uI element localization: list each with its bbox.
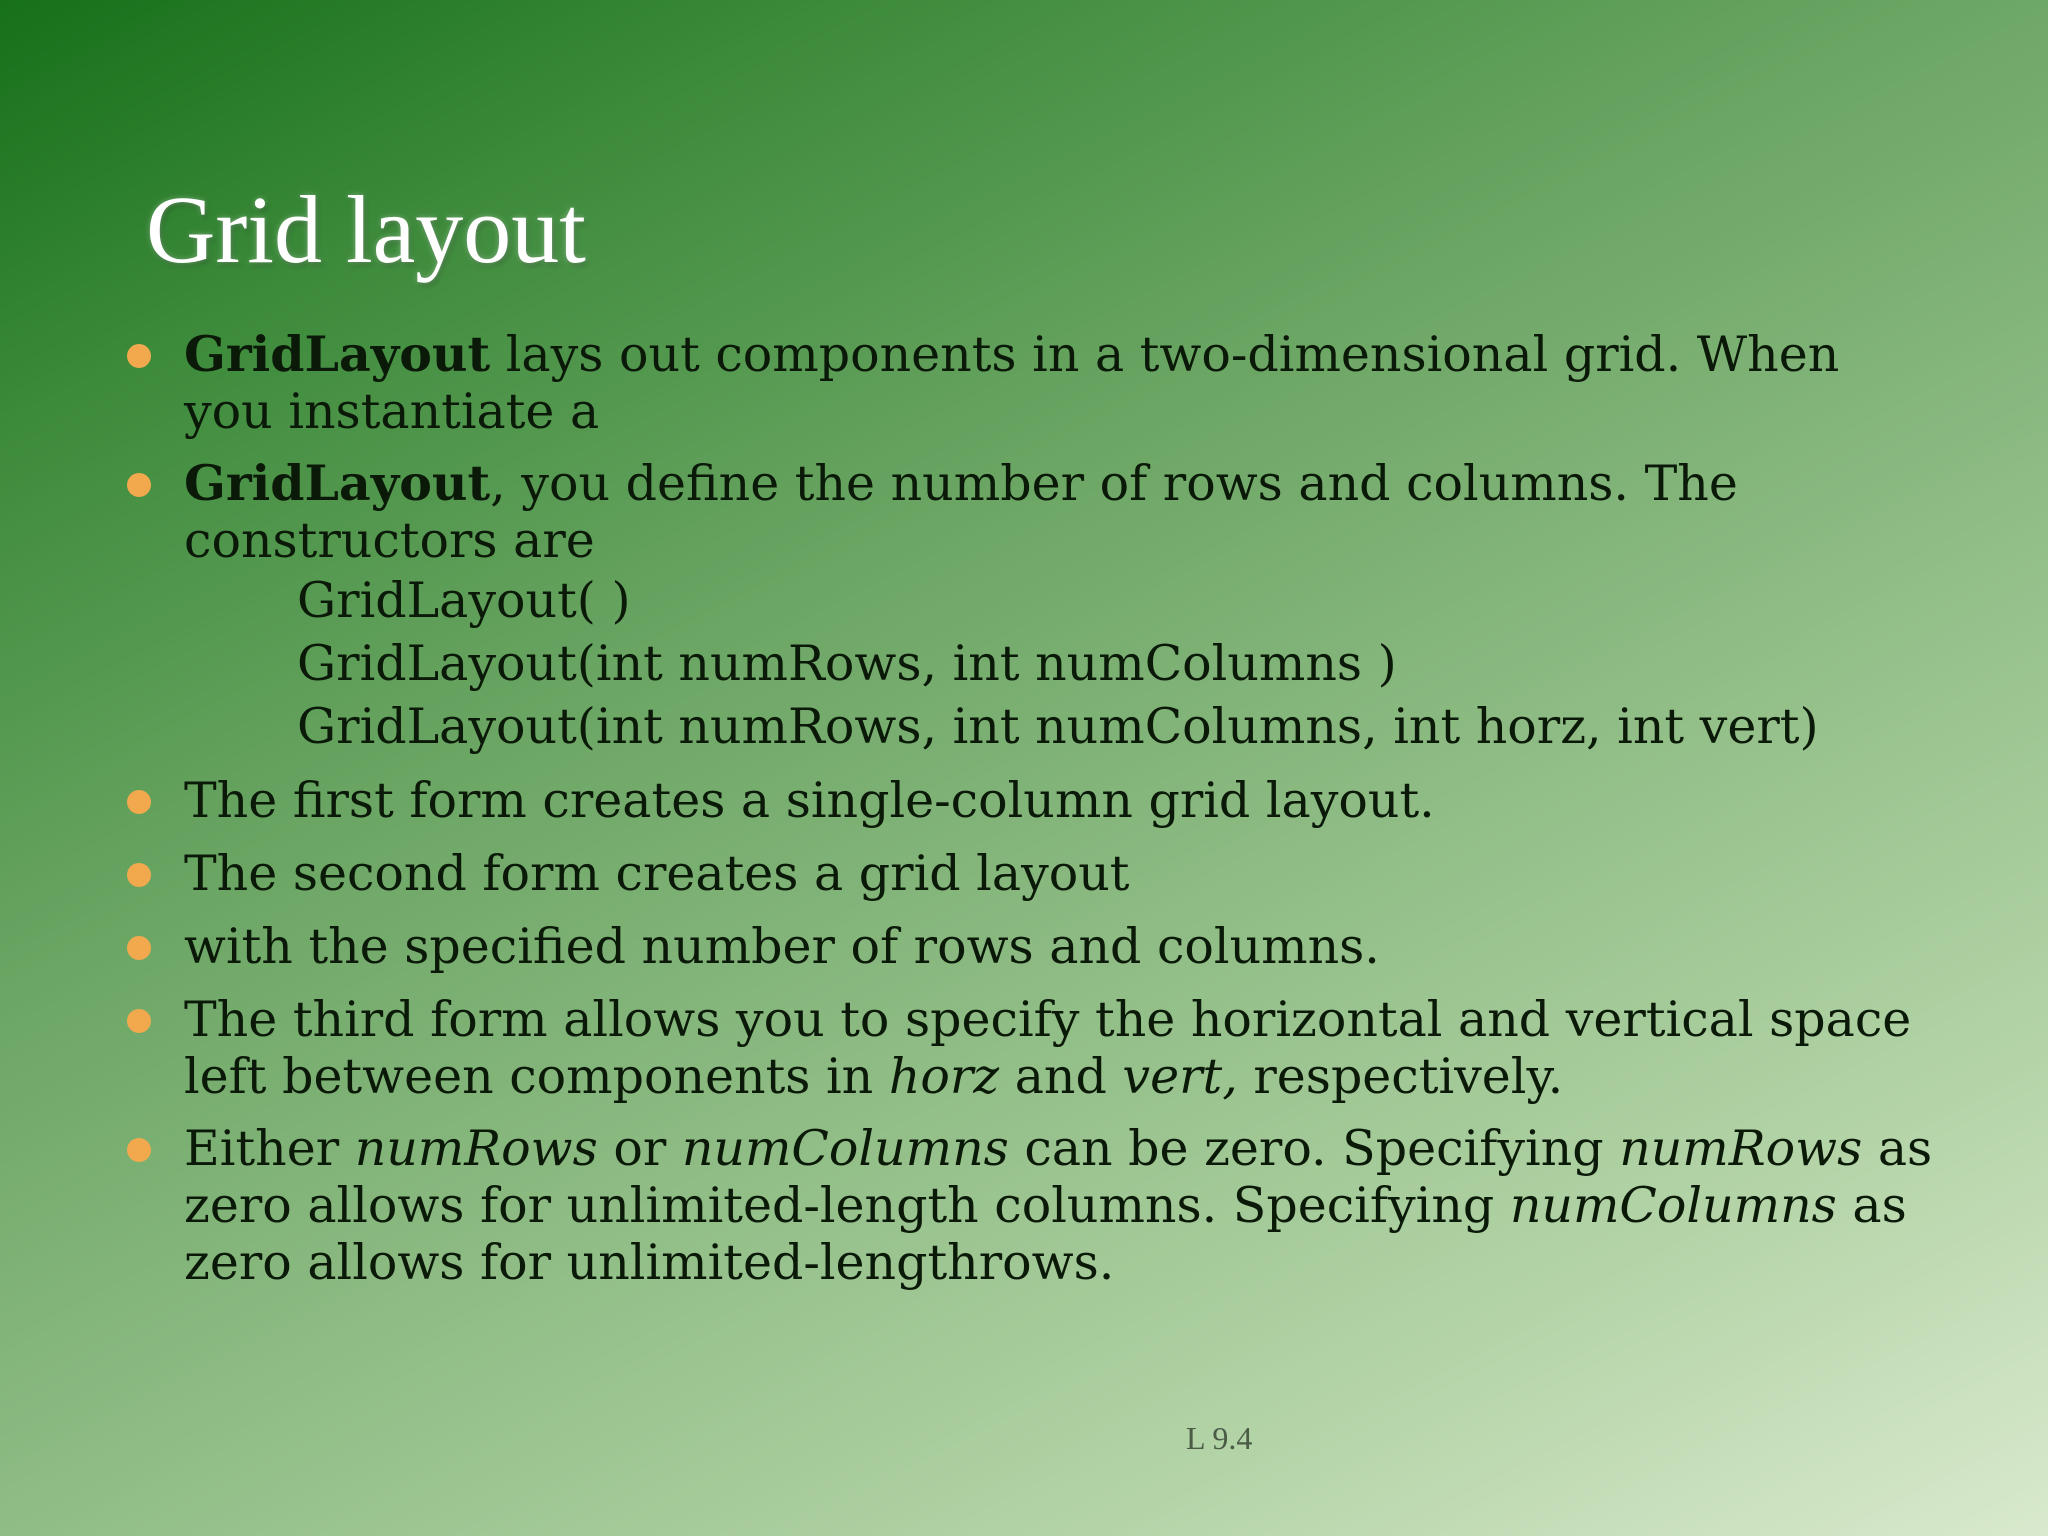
bullet-item-7	[184, 1120, 2014, 1291]
constructor-line: GridLayout(int numRows, int numColumns )	[297, 635, 1397, 692]
bullet-line: The third form allows you to specify the horizontal and vertical space	[184, 991, 1912, 1048]
italic-term: vert,	[1122, 1048, 1238, 1105]
bullet-line: The second form creates a grid layout	[184, 845, 1130, 902]
italic-term: numColumns	[1509, 1177, 1837, 1234]
bullet-text: and	[999, 1048, 1123, 1105]
bullet-item-6	[184, 991, 2014, 1105]
bullet-line	[184, 1120, 2014, 1177]
bullet-line: with the specified number of rows and columns.	[184, 918, 1380, 975]
bullet-line: you instantiate a	[184, 383, 600, 440]
class-name: GridLayout	[184, 325, 491, 383]
bullet-text: zero allows for unlimited-length columns. Specifying	[184, 1177, 1510, 1234]
bullet-line: The first form creates a single-column grid layout.	[184, 772, 1435, 829]
bullet-dot-icon	[127, 1009, 151, 1033]
bullet-text: left between components in	[184, 1048, 889, 1105]
bullet-text: as	[1862, 1120, 1933, 1177]
bullet-text: can be zero. Specifying	[1008, 1120, 1620, 1177]
bullet-line	[184, 455, 2014, 512]
italic-term: numRows	[1619, 1120, 1863, 1177]
bullet-dot-icon	[127, 790, 151, 814]
italic-term: numRows	[354, 1120, 598, 1177]
italic-term: horz	[888, 1048, 1000, 1105]
class-name: GridLayout	[184, 454, 491, 512]
bullet-dot-icon	[127, 863, 151, 887]
bullet-dot-icon	[127, 473, 151, 497]
bullet-dot-icon	[127, 936, 151, 960]
bullet-item-5	[184, 918, 2014, 975]
bullet-item-4	[184, 845, 2014, 902]
bullet-text: Either	[184, 1120, 355, 1177]
bullet-text: as	[1836, 1177, 1907, 1234]
bullet-item-2	[184, 455, 2014, 569]
italic-term: numColumns	[681, 1120, 1009, 1177]
bullet-text: lays out components in a two-dimensional grid. When	[490, 326, 1840, 383]
constructor-line: GridLayout( )	[297, 572, 631, 629]
bullet-text: , you define the number of rows and columns. The	[490, 455, 1738, 512]
bullet-line	[184, 326, 2014, 383]
bullet-line: constructors are	[184, 512, 595, 569]
slide-title: Grid layout	[146, 176, 586, 283]
bullet-item-1	[184, 326, 2014, 440]
bullet-text: respectively.	[1237, 1048, 1564, 1105]
constructor-line: GridLayout(int numRows, int numColumns, int horz, int vert)	[297, 698, 1819, 755]
bullet-line	[184, 1048, 2014, 1105]
bullet-dot-icon	[127, 1138, 151, 1162]
slide-number: L 9.4	[1186, 1420, 1253, 1456]
bullet-line: zero allows for unlimited-lengthrows.	[184, 1234, 1115, 1291]
bullet-text: or	[597, 1120, 682, 1177]
bullet-line	[184, 1177, 2014, 1234]
constructor-list	[297, 569, 1819, 758]
bullet-item-3	[184, 772, 2014, 829]
bullet-dot-icon	[127, 344, 151, 368]
